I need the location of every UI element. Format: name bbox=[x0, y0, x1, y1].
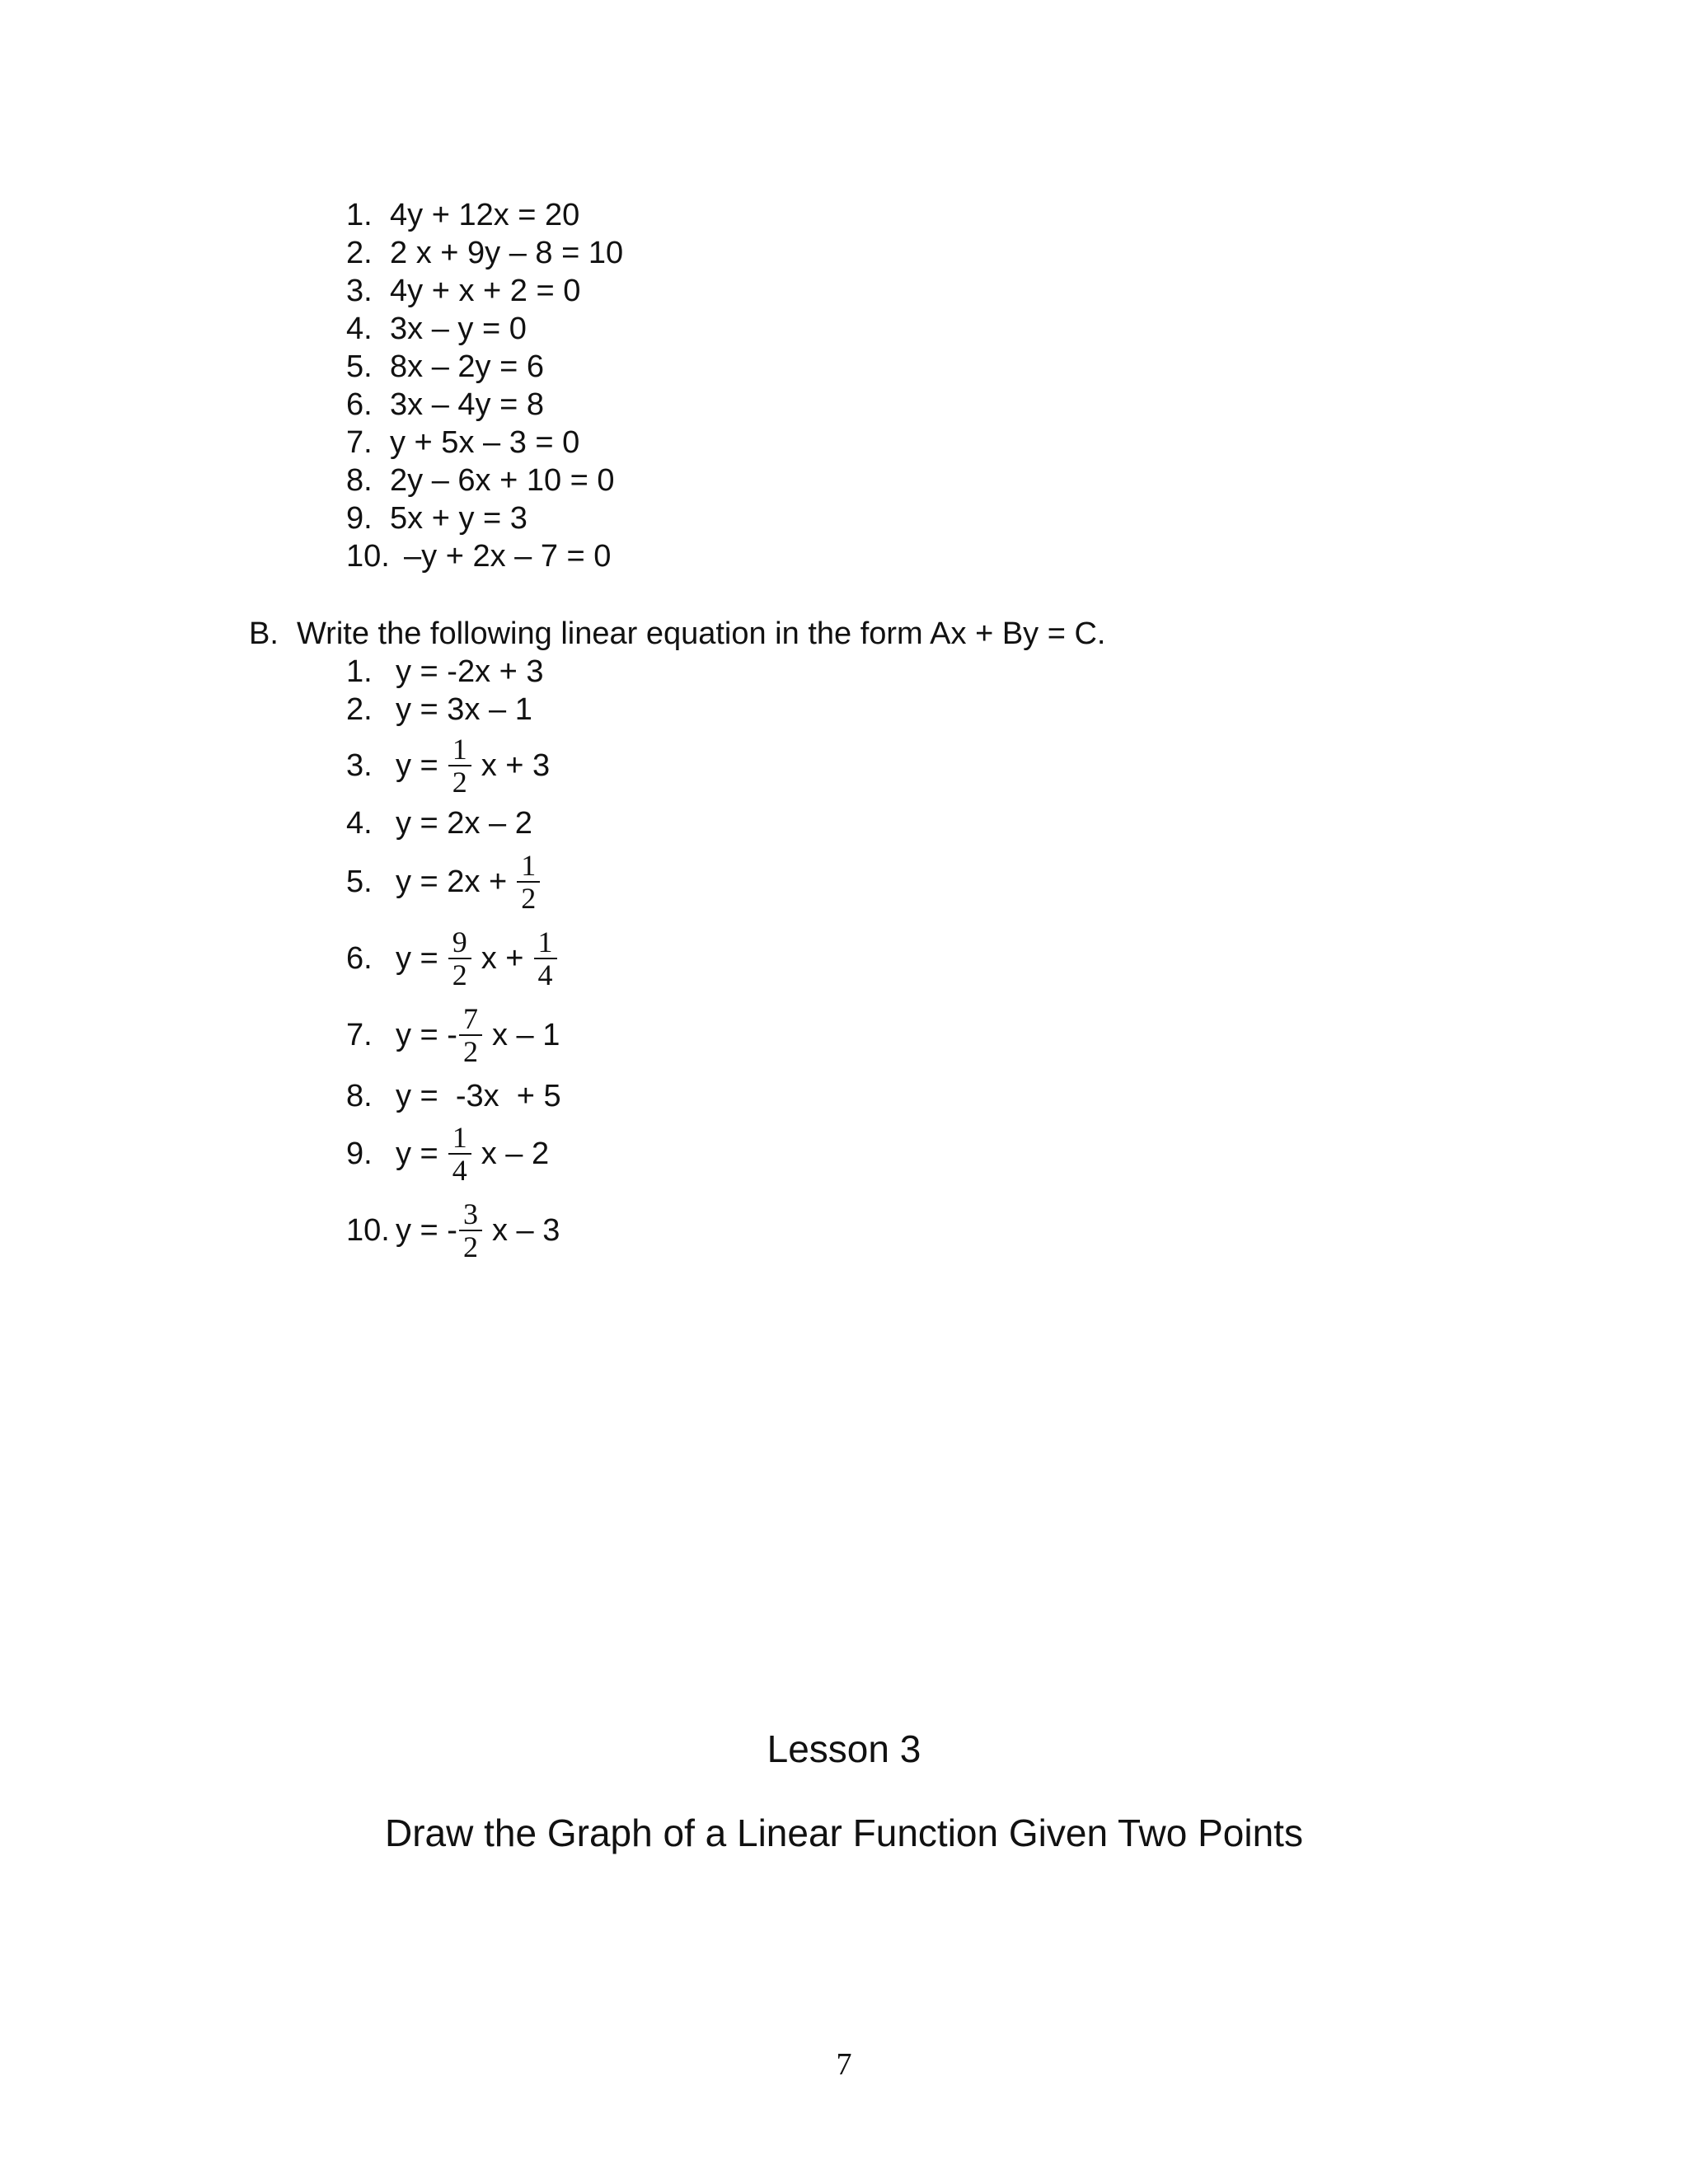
equation-text: 4y + 12x = 20 bbox=[390, 198, 580, 232]
denominator: 2 bbox=[452, 766, 467, 799]
equation-text: y + 5x – 3 = 0 bbox=[390, 425, 580, 460]
equation-text: 3x – y = 0 bbox=[390, 312, 527, 346]
item-number: 7. bbox=[346, 1018, 373, 1052]
list-item bbox=[346, 926, 567, 991]
denominator: 2 bbox=[462, 1035, 478, 1068]
item-number: 1. bbox=[346, 654, 373, 689]
equation-text: –y + 2x – 7 = 0 bbox=[404, 539, 612, 574]
item-number: 10. bbox=[346, 539, 390, 574]
list-item bbox=[346, 1121, 550, 1187]
equation-text: 3x – 4y = 8 bbox=[390, 387, 544, 422]
equation-text: y = 2x – 2 bbox=[396, 806, 532, 841]
item-number: 8. bbox=[346, 1079, 373, 1113]
page-number: 7 bbox=[836, 2047, 852, 2082]
equation-post: x – 2 bbox=[481, 1137, 550, 1171]
item-number: 9. bbox=[346, 501, 373, 536]
list-item bbox=[346, 537, 623, 575]
denominator: 2 bbox=[462, 1230, 478, 1263]
equation-text: y = 3x – 1 bbox=[396, 692, 532, 727]
list-item bbox=[346, 196, 623, 234]
list-item bbox=[346, 691, 532, 729]
fraction bbox=[448, 926, 471, 991]
item-number: 10. bbox=[346, 1213, 390, 1248]
item-number: 9. bbox=[346, 1137, 373, 1171]
item-number: 3. bbox=[346, 274, 373, 308]
list-item bbox=[346, 462, 623, 499]
instruction-text: Write the following linear equation in the form Ax + By = C. bbox=[297, 616, 1106, 651]
item-number: 4. bbox=[346, 312, 373, 346]
denominator: 2 bbox=[452, 958, 467, 991]
list-item bbox=[346, 310, 623, 348]
numerator: 1 bbox=[452, 1121, 467, 1154]
item-number: 2. bbox=[346, 236, 373, 270]
item-number: 5. bbox=[346, 865, 373, 899]
equation-post: x – 3 bbox=[491, 1213, 560, 1248]
list-item bbox=[346, 234, 623, 272]
list-item bbox=[346, 1002, 560, 1068]
equation-text: 4y + x + 2 = 0 bbox=[390, 274, 581, 308]
list-item bbox=[346, 733, 551, 799]
lesson-title: Lesson 3 bbox=[767, 1727, 921, 1770]
fraction bbox=[534, 926, 557, 991]
item-number: 8. bbox=[346, 463, 373, 498]
equation-text: y = -2x + 3 bbox=[396, 654, 544, 689]
fraction bbox=[459, 1198, 482, 1263]
equation-pre: y = 2x + bbox=[396, 865, 508, 899]
equation-text: 2 x + 9y – 8 = 10 bbox=[390, 236, 624, 270]
equation-pre: y = bbox=[396, 1137, 438, 1171]
fraction bbox=[448, 733, 471, 798]
numerator: 1 bbox=[521, 849, 537, 882]
equation-pre: y = bbox=[396, 941, 438, 976]
list-item bbox=[346, 653, 544, 691]
lesson-subtitle: Draw the Graph of a Linear Function Given Two Points bbox=[385, 1811, 1303, 1854]
item-number: 4. bbox=[346, 806, 373, 841]
list-item bbox=[346, 348, 623, 386]
item-number: 7. bbox=[346, 425, 373, 460]
item-number: 2. bbox=[346, 692, 373, 727]
equation-post: x + 3 bbox=[481, 748, 551, 783]
item-number: 6. bbox=[346, 941, 373, 976]
item-number: 1. bbox=[346, 198, 373, 232]
equation-text: 5x + y = 3 bbox=[390, 501, 528, 536]
equation-text: 8x – 2y = 6 bbox=[390, 349, 544, 384]
equation-text: 2y – 6x + 10 = 0 bbox=[390, 463, 615, 498]
section-b-instruction bbox=[249, 615, 1105, 653]
fraction bbox=[448, 1122, 471, 1186]
list-item bbox=[346, 1077, 561, 1115]
numerator: 1 bbox=[537, 926, 553, 958]
denominator: 2 bbox=[521, 882, 537, 915]
equation-text: y = -3x + 5 bbox=[396, 1079, 561, 1113]
item-number: 6. bbox=[346, 387, 373, 422]
list-item bbox=[346, 424, 623, 462]
numerator: 9 bbox=[452, 926, 467, 958]
list-item bbox=[346, 499, 623, 537]
list-item bbox=[346, 804, 532, 842]
equation-post: x – 1 bbox=[491, 1018, 560, 1052]
list-item bbox=[346, 386, 623, 424]
denominator: 4 bbox=[452, 1154, 467, 1187]
item-number: 3. bbox=[346, 748, 373, 783]
numerator: 1 bbox=[452, 733, 467, 766]
list-item bbox=[346, 272, 623, 310]
item-number: 5. bbox=[346, 349, 373, 384]
equation-pre: y = - bbox=[396, 1018, 457, 1052]
list-item bbox=[346, 1197, 560, 1263]
fraction bbox=[517, 850, 540, 914]
numerator: 7 bbox=[462, 1002, 478, 1035]
section-letter: B. bbox=[249, 616, 279, 651]
numerator: 3 bbox=[462, 1197, 478, 1230]
section-a-list bbox=[346, 196, 623, 575]
denominator: 4 bbox=[537, 958, 553, 991]
equation-mid: x + bbox=[481, 941, 524, 976]
list-item bbox=[346, 849, 550, 915]
equation-pre: y = - bbox=[396, 1213, 457, 1248]
equation-pre: y = bbox=[396, 748, 438, 783]
fraction bbox=[459, 1003, 482, 1067]
